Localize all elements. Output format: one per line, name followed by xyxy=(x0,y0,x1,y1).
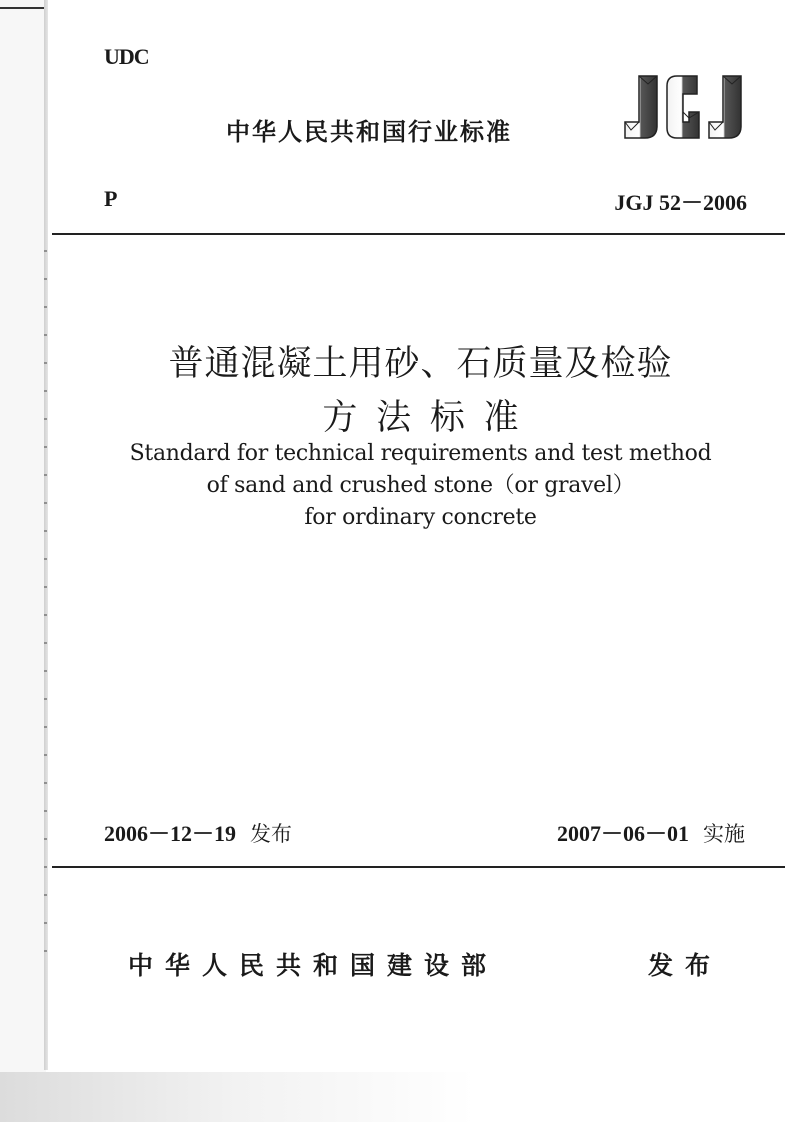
implementation-date-block xyxy=(557,817,745,848)
industry-standard-heading: 中华人民共和国行业标准 xyxy=(226,118,512,146)
release-date-block xyxy=(104,817,292,848)
standard-number: JGJ 52－2006 xyxy=(614,190,747,215)
udc-label: UDC xyxy=(104,44,149,69)
title-chinese-line-2: 方 法 标 准 xyxy=(322,398,519,437)
scan-bottom-shadow xyxy=(0,1072,791,1122)
publisher-name: 中华人民共和国建设部 xyxy=(128,951,499,980)
corner-mark xyxy=(0,7,44,9)
implementation-date: 2007－06－01 xyxy=(556,821,689,846)
title-english xyxy=(0,438,791,534)
title-chinese-line-1: 普通混凝土用砂、石质量及检验 xyxy=(168,344,673,383)
top-divider xyxy=(52,233,785,235)
implementation-label: 实施 xyxy=(703,822,745,846)
release-label: 发布 xyxy=(250,822,293,846)
classification-code: P xyxy=(104,186,118,211)
bottom-divider xyxy=(52,866,785,868)
jgj-logo-icon xyxy=(617,72,749,142)
title-english-line-2: of sand and crushed stone（or gravel） xyxy=(206,473,635,498)
release-date: 2006－12－19 xyxy=(104,821,237,846)
title-english-line-1: Standard for technical requirements and test method xyxy=(129,441,712,466)
scan-left-margin xyxy=(0,0,46,1122)
publish-label: 发布 xyxy=(648,951,723,980)
title-english-line-3: for ordinary concrete xyxy=(304,505,537,530)
